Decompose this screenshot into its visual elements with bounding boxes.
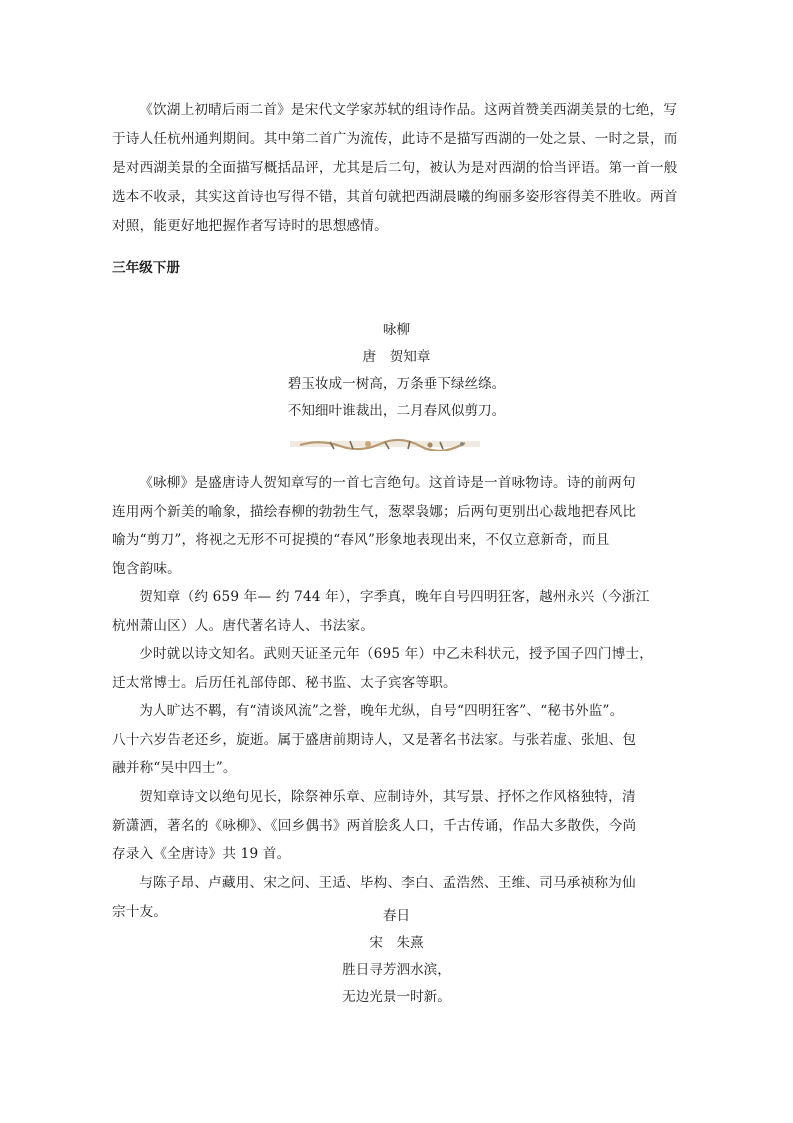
- commentary-p4-line: 八十六岁告老还乡，旋逝。属于盛唐前期诗人，又是著名书法家。与张若虚、张旭、包: [112, 731, 637, 748]
- poem1-line-2: 不知细叶谁裁出，二月春风似剪刀。: [287, 403, 506, 419]
- commentary-p3-line: 少时就以诗文知名。武则天证圣元年（695 年）中乙未科状元，授予国子四门博士，: [139, 646, 654, 662]
- commentary-p2-line: 杭州萧山区）人。唐代著名诗人、书法家。: [112, 617, 375, 634]
- commentary-paragraph-4: [112, 697, 678, 783]
- commentary-p3-line: 迁太常博士。后历任礼部侍郎、秘书监、太子宾客等职。: [112, 674, 457, 691]
- poem1-author: 唐 贺知章: [362, 349, 431, 365]
- commentary-p1-line: 喻为“剪刀”，将视之无形不可捉摸的“春风”形象地表现出来，不仅立意新奇，而且: [112, 532, 610, 549]
- commentary-p4-line: 为人旷达不羁，有“清谈风流”之誉，晚年尤纵，自号“四明狂客”、“秘书外监”。: [139, 703, 624, 719]
- commentary-paragraph-2: [112, 583, 678, 640]
- commentary-p1-line: 连用两个新美的喻象，描绘春柳的勃勃生气，葱翠袅娜；后两句更别出心裁地把春风比: [112, 503, 637, 520]
- poem2-line-1: 胜日寻芳泗水滨，: [342, 962, 451, 978]
- poem1-line-1: 碧玉妆成一树高，万条垂下绿丝绦。: [287, 376, 506, 392]
- commentary-p5-line: 贺知章诗文以绝句见长，除祭神乐章、应制诗外，其写景、抒怀之作风格独特，清: [139, 789, 636, 805]
- willow-illustration-strip: [290, 437, 480, 451]
- commentary-paragraph-3: [112, 640, 678, 697]
- commentary-p2-line: 贺知章（约 659 年— 约 744 年），字季真，晚年自号四明狂客，越州永兴（今浙江: [139, 589, 650, 605]
- commentary-p5-line: 新潇洒，著名的《咏柳》、《回乡偶书》两首脍炙人口，千古传诵，作品大多散佚，今尚: [112, 817, 637, 834]
- commentary-p6-line: 宗十友。: [112, 903, 168, 920]
- intro-paragraph: 《饮湖上初晴后雨二首》是宋代文学家苏轼的组诗作品。这两首赞美西湖美景的七绝，写于诗人任杭州通判期间。其中第二首广为流传，此诗不是描写西湖的一处之景、一时之景，而是对西湖美景的全面描写概括品评，尤其是后二句，被认为是对西湖的恰当评语。第一首一般选本不收录，其实这首诗也写得不错，其首句就把西湖晨曦的绚丽多姿形容得美不胜收。两首对照，能更好地把握作者写诗时的思想感情。: [112, 102, 678, 234]
- commentary-p1-line: 《咏柳》是盛唐诗人贺知章写的一首七言绝句。这首诗是一首咏物诗。诗的前两句: [139, 475, 636, 491]
- commentary-paragraph-5: [112, 783, 678, 869]
- poem2-title: 春日: [382, 908, 411, 924]
- poem1-title: 咏柳: [382, 322, 411, 338]
- poem2-author: 宋 朱熹: [369, 935, 424, 951]
- commentary-p4-line: 融并称“吴中四士”。: [112, 760, 237, 777]
- commentary-paragraph-1: [112, 469, 678, 583]
- commentary-p5-line: 存录入《全唐诗》共 19 首。: [112, 846, 291, 863]
- poem2-line-2: 无边光景一时新。: [342, 989, 451, 1005]
- commentary-p6-line: 与陈子昂、卢藏用、宋之问、王适、毕构、李白、孟浩然、王维、司马承祯称为仙: [139, 875, 636, 891]
- section-heading: 三年级下册: [112, 260, 180, 276]
- commentary-p1-line: 饱含韵味。: [112, 560, 181, 577]
